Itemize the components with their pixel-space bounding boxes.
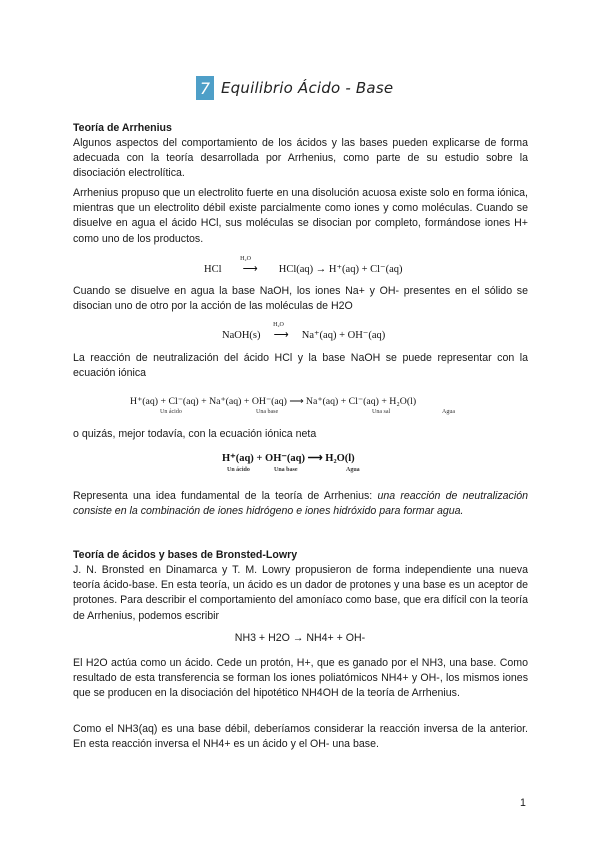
label-acid: Un ácido (160, 409, 182, 415)
equation-ammonia: NH3 + H2O → NH4+ + OH- (234, 632, 366, 644)
arrow-label: H₂O (273, 322, 284, 328)
label-water: Agua (346, 467, 360, 473)
reaction-arrow-icon: H₂O ⟶ (273, 322, 289, 341)
equation-net-ionic: H⁺(aq) + OH⁻(aq) ⟶ H₂O(l) (222, 453, 355, 464)
equation-hcl-right: HCl(aq) → H⁺(aq) + Cl⁻(aq) (278, 264, 403, 275)
page-number: 1 (520, 797, 526, 809)
chapter-title-row (196, 76, 393, 100)
equation-neutralization-ionic: H⁺(aq) + Cl⁻(aq) + Na⁺(aq) + OH⁻(aq) ⟶ Na⁺(aq) + Cl⁻(aq) + H₂O(l) (130, 396, 417, 407)
reaction-arrow-icon: H₂O ⟶ (240, 256, 258, 275)
label-base: Una base (274, 467, 298, 473)
equation-hcl (204, 256, 403, 275)
arrhenius-paragraph-6 (73, 489, 528, 519)
arrow-label: H₂O (240, 256, 251, 262)
arrhenius-paragraph-5: o quizás, mejor todavía, con la ecuación iónica neta (73, 428, 317, 440)
arrhenius-paragraph-4: La reacción de neutralización del ácido HCl y la base NaOH se puede representar con la ecuación iónica (73, 352, 528, 380)
equation-naoh-left: NaOH(s) (222, 330, 261, 341)
arrhenius-heading: Teoría de Arrhenius (73, 122, 172, 134)
arrhenius-paragraph-6-start: Representa una idea fundamental de la teoría de Arrhenius: (73, 490, 378, 502)
equation-hcl-left: HCl (204, 264, 222, 275)
label-acid: Un ácido (227, 467, 250, 473)
arrhenius-key-idea: una reacción de neutralización consiste en la combinación de iones hidrógeno e iones hidróxido para formar agua. (73, 490, 528, 518)
equation-naoh (222, 322, 386, 341)
equation-naoh-right: Na⁺(aq) + OH⁻(aq) (301, 330, 386, 341)
arrhenius-paragraph-3: Cuando se disuelve en agua la base NaOH, los iones Na+ y OH- presentes en el sólido se disocian uno de otro por la acción de las moléculas de H2O (73, 285, 528, 313)
arrhenius-paragraph-2: Arrhenius propuso que un electrolito fuerte en una disolución acuosa existe solo en forma iónica, mientras que un electrolito débil existe parcialmente como iones y como moléculas. Cuando se disuelve en agua el ácido HCl, sus moléculas se disocian por completo, formándose iones H+ como uno de los productos. (73, 187, 528, 245)
chapter-title: Equilibrio Ácido - Base (221, 79, 394, 97)
bronsted-paragraph-3: Como el NH3(aq) es una base débil, deberíamos considerar la reacción inversa de la anterior. En esta reacción inversa el NH4+ es un ácido y el OH- una base. (73, 723, 528, 751)
label-water: Agua (442, 409, 455, 415)
label-base: Una base (256, 409, 279, 415)
chapter-number-badge: 7 (196, 76, 214, 100)
bronsted-paragraph-1: J. N. Bronsted en Dinamarca y T. M. Lowry propusieron de forma independiente una nueva teoría ácido-base. En esta teoría, un ácido es un dador de protones y una base es un aceptor de protones. Para describir el comportamiento del amoníaco como base, que era difícil con la teoría de Arrhenius, podemos escribir (73, 564, 528, 622)
label-salt: Una sal (372, 409, 391, 415)
bronsted-heading: Teoría de ácidos y bases de Bronsted-Lowry (73, 549, 298, 561)
bronsted-paragraph-2: El H2O actúa como un ácido. Cede un protón, H+, que es ganado por el NH3, una base. Como resultado de esta transferencia se forman los iones poliatómicos NH4+ y OH-, los mismos iones que se producen en la disociación del hipotético NH4OH de la teoría de Arrhenius. (73, 657, 528, 700)
arrhenius-paragraph-1: Algunos aspectos del comportamiento de los ácidos y las bases pueden explicarse de forma adecuada con la teoría desarrollada por Arrhenius, como parte de su estudio sobre la disociación electrolítica. (73, 137, 528, 180)
